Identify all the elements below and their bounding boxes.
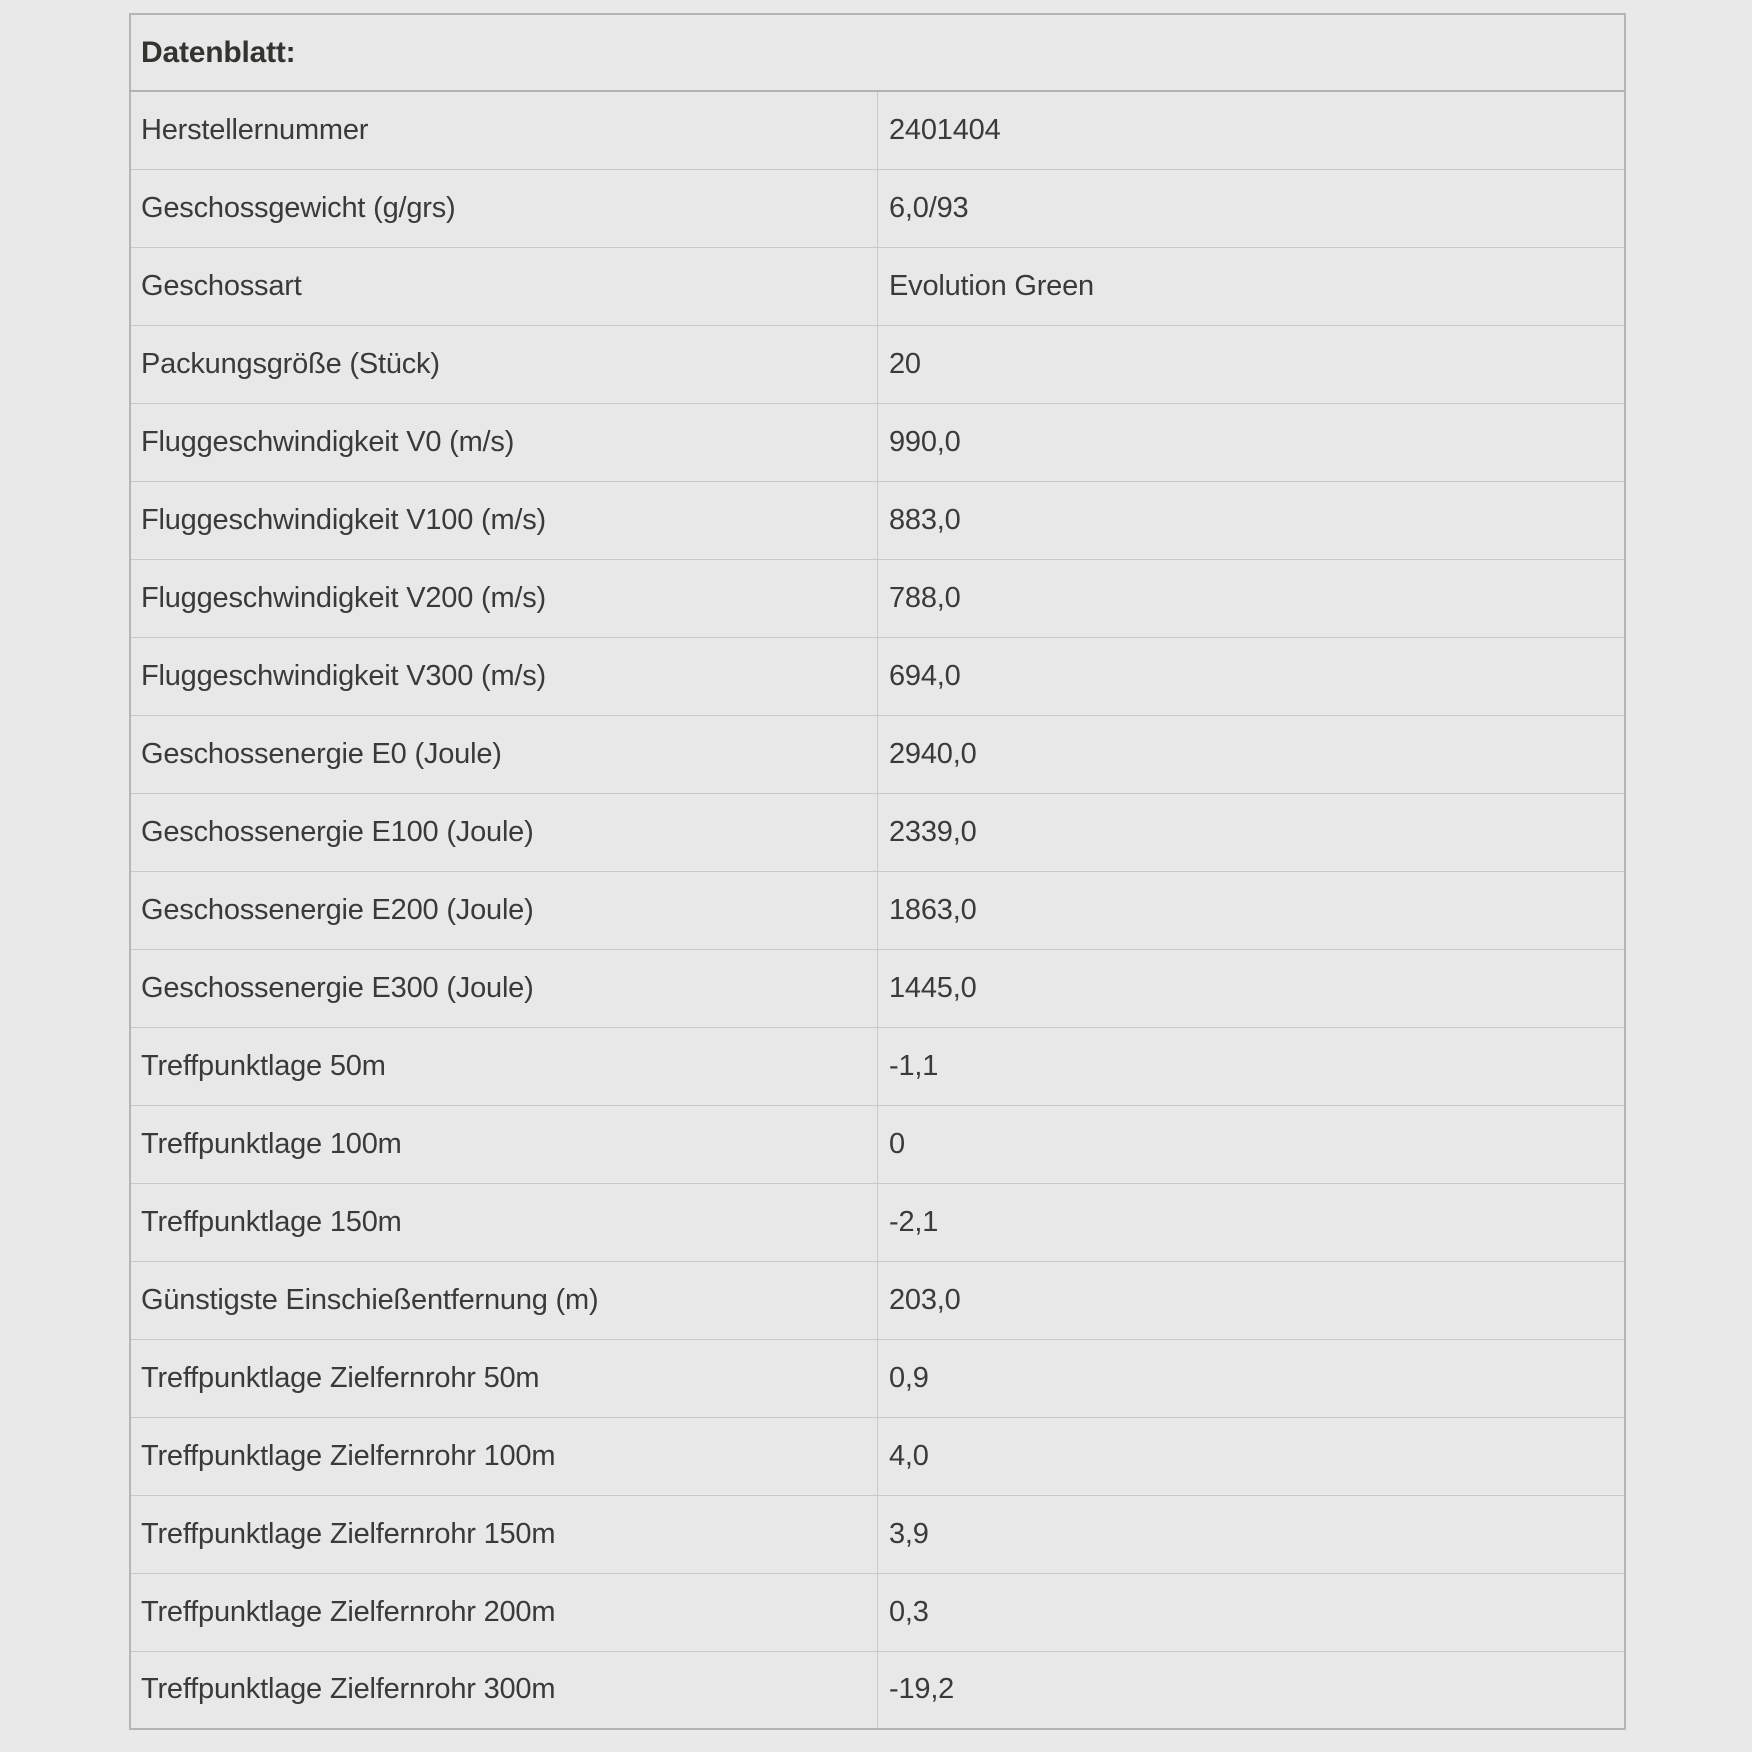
row-label: Geschossenergie E100 (Joule) [130, 793, 878, 871]
row-value: 0,9 [878, 1339, 1626, 1417]
row-label: Fluggeschwindigkeit V100 (m/s) [130, 481, 878, 559]
row-label: Treffpunktlage Zielfernrohr 100m [130, 1417, 878, 1495]
row-value: 788,0 [878, 559, 1626, 637]
row-label: Geschossenergie E200 (Joule) [130, 871, 878, 949]
row-label: Fluggeschwindigkeit V0 (m/s) [130, 403, 878, 481]
table-row [130, 715, 1625, 793]
datasheet-title: Datenblatt: [130, 14, 1625, 91]
row-value: 203,0 [878, 1261, 1626, 1339]
row-value: 20 [878, 325, 1626, 403]
row-label: Fluggeschwindigkeit V300 (m/s) [130, 637, 878, 715]
row-value: 4,0 [878, 1417, 1626, 1495]
table-row [130, 1495, 1625, 1573]
row-label: Geschossart [130, 247, 878, 325]
row-label: Packungsgröße (Stück) [130, 325, 878, 403]
row-label: Treffpunktlage Zielfernrohr 50m [130, 1339, 878, 1417]
row-label: Geschossenergie E0 (Joule) [130, 715, 878, 793]
table-row [130, 1651, 1625, 1729]
row-value: -1,1 [878, 1027, 1626, 1105]
row-value: 2401404 [878, 91, 1626, 169]
datasheet-header [130, 14, 1625, 91]
row-label: Herstellernummer [130, 91, 878, 169]
row-value: 0 [878, 1105, 1626, 1183]
row-value: 6,0/93 [878, 169, 1626, 247]
table-row [130, 1417, 1625, 1495]
row-label: Treffpunktlage 100m [130, 1105, 878, 1183]
row-label: Treffpunktlage Zielfernrohr 150m [130, 1495, 878, 1573]
row-value: 2940,0 [878, 715, 1626, 793]
datasheet-table [129, 13, 1626, 1730]
row-label: Geschossgewicht (g/grs) [130, 169, 878, 247]
datasheet-body [130, 91, 1625, 1729]
table-row [130, 871, 1625, 949]
row-value: 990,0 [878, 403, 1626, 481]
row-value: -2,1 [878, 1183, 1626, 1261]
datasheet-title-row [130, 14, 1625, 91]
table-row [130, 1183, 1625, 1261]
row-value: 694,0 [878, 637, 1626, 715]
table-row [130, 1573, 1625, 1651]
row-label: Fluggeschwindigkeit V200 (m/s) [130, 559, 878, 637]
table-row [130, 91, 1625, 169]
table-row [130, 1027, 1625, 1105]
table-row [130, 949, 1625, 1027]
table-row [130, 169, 1625, 247]
row-label: Treffpunktlage 150m [130, 1183, 878, 1261]
row-value: 1445,0 [878, 949, 1626, 1027]
row-value: 3,9 [878, 1495, 1626, 1573]
table-row [130, 1339, 1625, 1417]
row-value: 1863,0 [878, 871, 1626, 949]
row-label: Treffpunktlage 50m [130, 1027, 878, 1105]
row-value: Evolution Green [878, 247, 1626, 325]
table-row [130, 637, 1625, 715]
row-value: -19,2 [889, 1673, 955, 1706]
table-row [130, 1261, 1625, 1339]
table-row [130, 247, 1625, 325]
table-row [130, 325, 1625, 403]
row-label: Günstigste Einschießentfernung (m) [130, 1261, 878, 1339]
table-row [130, 793, 1625, 871]
table-row [130, 481, 1625, 559]
row-value: 2339,0 [878, 793, 1626, 871]
table-row [130, 559, 1625, 637]
row-value: 883,0 [878, 481, 1626, 559]
row-label: Geschossenergie E300 (Joule) [130, 949, 878, 1027]
row-label: Treffpunktlage Zielfernrohr 200m [130, 1573, 878, 1651]
table-row [130, 1105, 1625, 1183]
row-value: 0,3 [878, 1573, 1626, 1651]
table-row [130, 403, 1625, 481]
row-label: Treffpunktlage Zielfernrohr 300m [130, 1651, 878, 1729]
